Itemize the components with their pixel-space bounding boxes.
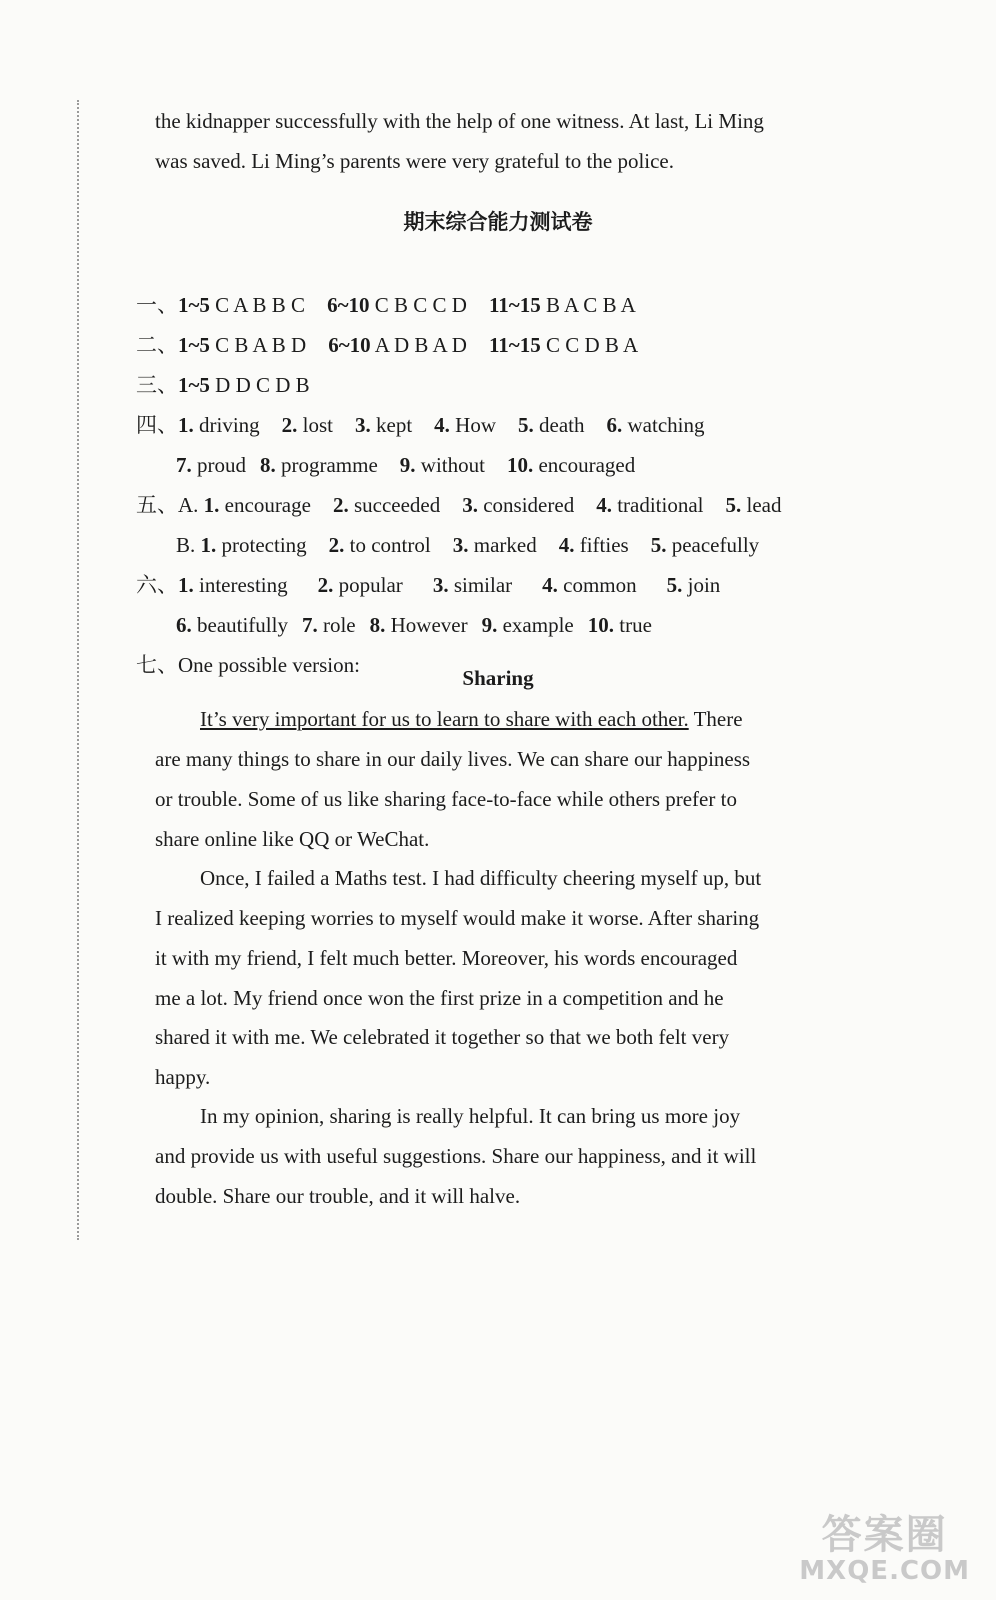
item-number: 3.: [452, 533, 469, 557]
essay-p2-line-6: happy.: [155, 1065, 211, 1089]
essay-p3-line-2: and provide us with useful suggestions. Share our happiness, and it will: [155, 1144, 757, 1168]
item-number: 1.: [178, 413, 194, 437]
answers: A D B A D: [374, 333, 467, 357]
essay-p2-line-1: Once, I failed a Maths test. I had difficulty cheering myself up, but: [200, 866, 762, 890]
essay-p1-line-3: or trouble. Some of us like sharing face-to-face while others prefer to: [155, 787, 737, 811]
answer-word: to control: [349, 533, 431, 557]
part-label: A.: [178, 493, 199, 517]
item-number: 3.: [432, 573, 449, 597]
answer-word: proud: [197, 453, 246, 477]
range-label: 1~5: [178, 293, 210, 317]
essay-text: There: [688, 707, 743, 731]
item-number: 6.: [606, 413, 623, 437]
item-number: 3.: [355, 413, 371, 437]
item-number: 2.: [328, 533, 345, 557]
essay-title: Sharing: [462, 666, 534, 690]
item-number: 5.: [518, 413, 534, 437]
answer-word: watching: [627, 413, 705, 437]
question-number: 五、: [136, 493, 178, 517]
essay-p3-line-1: In my opinion, sharing is really helpful. It can bring us more joy: [200, 1104, 741, 1128]
answers: B A C B A: [545, 293, 636, 317]
item-number: 7.: [176, 453, 192, 477]
watermark-url: MXQE.COM: [799, 1556, 970, 1586]
answer-word: role: [322, 613, 356, 637]
answer-word: protecting: [221, 533, 307, 557]
item-number: 2.: [317, 573, 334, 597]
answer-word: peacefully: [671, 533, 760, 557]
range-label: 6~10: [327, 293, 370, 317]
essay-p2-line-4: me a lot. My friend once won the first prize in a competition and he: [155, 986, 724, 1010]
part-label: B.: [176, 533, 196, 557]
answers: C A B B C: [215, 293, 306, 317]
watermark-logo-text: 答案圈: [821, 1512, 948, 1558]
item-number: 4.: [542, 573, 558, 597]
answer-word: driving: [199, 413, 260, 437]
intro-line-1: the kidnapper successfully with the help of one witness. At last, Li Ming: [155, 109, 764, 133]
item-number: 5.: [666, 573, 683, 597]
question-number: 二、: [136, 333, 178, 357]
answer-word: popular: [338, 573, 403, 597]
answer-word: However: [390, 613, 468, 637]
answer-word: encouraged: [538, 453, 636, 477]
essay-p1-line-4: share online like QQ or WeChat.: [155, 827, 430, 851]
item-number: 8.: [369, 613, 386, 637]
range-label: 11~15: [488, 333, 541, 357]
item-number: 8.: [260, 453, 276, 477]
item-number: 10.: [506, 453, 534, 477]
item-number: 2.: [281, 413, 298, 437]
item-number: 9.: [481, 613, 498, 637]
item-number: 1.: [178, 573, 194, 597]
intro-line-2: was saved. Li Ming’s parents were very grateful to the police.: [155, 149, 675, 173]
section-title: 期末综合能力测试卷: [403, 210, 593, 234]
answer-word: How: [455, 413, 497, 437]
essay-p2-line-5: shared it with me. We celebrated it together so that we both felt very: [155, 1025, 730, 1049]
answer-word: programme: [281, 453, 378, 477]
range-label: 6~10: [328, 333, 371, 357]
item-number: 2.: [332, 493, 349, 517]
version-label: One possible version:: [178, 653, 360, 677]
essay-p1-line-1: [200, 706, 743, 732]
answer-word: encourage: [224, 493, 311, 517]
item-number: 5.: [650, 533, 667, 557]
question-number: 三、: [136, 373, 178, 397]
answer-word: interesting: [199, 573, 288, 597]
answers: C B C C D: [374, 293, 467, 317]
question-number: 六、: [136, 573, 178, 597]
answer-word: kept: [376, 413, 413, 437]
item-number: 6.: [176, 613, 192, 637]
answer-word: join: [687, 573, 721, 597]
answer-word: death: [539, 413, 585, 437]
answer-word: without: [420, 453, 485, 477]
question-number: 七、: [136, 653, 178, 677]
answers: D D C D B: [215, 373, 310, 397]
answer-word: example: [502, 613, 574, 637]
answers: C B A B D: [215, 333, 307, 357]
essay-p2-line-2: I realized keeping worries to myself would make it worse. After sharing: [155, 906, 760, 930]
answer-word: traditional: [617, 493, 704, 517]
item-number: 7.: [301, 613, 318, 637]
item-number: 10.: [587, 613, 614, 637]
item-number: 5.: [725, 493, 742, 517]
site-watermark: [799, 1503, 970, 1586]
answer-word: succeeded: [353, 493, 441, 517]
item-number: 1.: [203, 493, 220, 517]
answer-word: similar: [453, 573, 513, 597]
answer-word: lead: [746, 493, 782, 517]
answer-word: fifties: [579, 533, 629, 557]
item-number: 4.: [596, 493, 612, 517]
question-number: 四、: [136, 413, 178, 437]
answer-word: lost: [302, 413, 334, 437]
answer-word: beautifully: [197, 613, 288, 637]
range-label: 1~5: [178, 333, 210, 357]
item-number: 9.: [399, 453, 416, 477]
answer-word: marked: [473, 533, 537, 557]
question-7-row: [115, 626, 360, 704]
item-number: 3.: [462, 493, 478, 517]
essay-p1-line-2: are many things to share in our daily lives. We can share our happiness: [155, 747, 751, 771]
item-number: 4.: [558, 533, 575, 557]
topic-sentence: It’s very important for us to learn to share with each other.: [200, 707, 689, 731]
answer-word: common: [563, 573, 637, 597]
range-label: 1~5: [178, 373, 210, 397]
essay-p2-line-3: it with my friend, I felt much better. Moreover, his words encouraged: [155, 946, 738, 970]
item-number: 1.: [200, 533, 217, 557]
question-number: 一、: [136, 293, 178, 317]
answer-word: true: [619, 613, 652, 637]
essay-p3-line-3: double. Share our trouble, and it will halve.: [155, 1184, 521, 1208]
answer-word: considered: [483, 493, 575, 517]
item-number: 4.: [434, 413, 450, 437]
range-label: 11~15: [488, 293, 541, 317]
answers: C C D B A: [545, 333, 639, 357]
